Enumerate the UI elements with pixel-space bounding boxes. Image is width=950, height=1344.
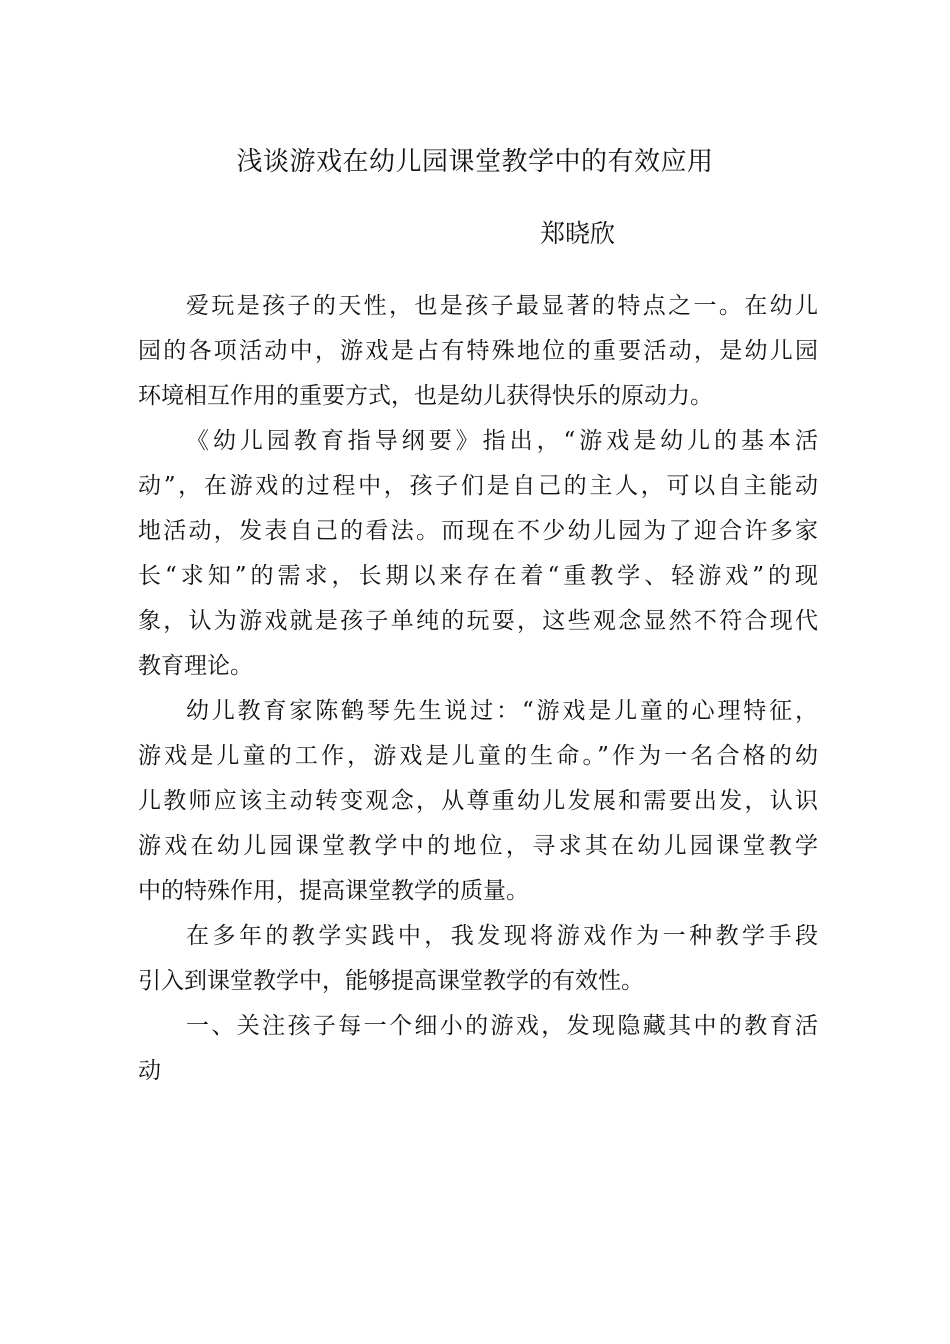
section-heading	[138, 1004, 818, 1094]
text-line: 引入到课堂教学中，能够提高课堂教学的有效性。	[138, 968, 644, 994]
text-line: 动”，在游戏的过程中，孩子们是自己的主人，可以自主能动	[138, 473, 818, 499]
text-line: 儿教师应该主动转变观念，从尊重幼儿发展和需要出发，认识	[138, 788, 818, 814]
text-line: 游戏是儿童的工作，游戏是儿童的生命。”作为一名合格的幼	[138, 743, 818, 769]
document-body	[138, 284, 818, 1094]
text-line: 中的特殊作用，提高课堂教学的质量。	[138, 878, 529, 904]
text-line: 环境相互作用的重要方式，也是幼儿获得快乐的原动力。	[138, 383, 713, 409]
text-line: 教育理论。	[138, 653, 253, 679]
text-line: 爱玩是孩子的天性，也是孩子最显著的特点之一。在幼儿	[186, 293, 818, 319]
document-author: 郑晓欣	[540, 219, 616, 248]
paragraph	[138, 419, 818, 689]
text-line: 长“求知”的需求，长期以来存在着“重教学、轻游戏”的现	[138, 563, 818, 589]
text-line: 一、关注孩子每一个细小的游戏，发现隐藏其中的教育活	[186, 1013, 818, 1039]
text-line: 在多年的教学实践中，我发现将游戏作为一种教学手段	[186, 923, 818, 949]
paragraph	[138, 689, 818, 914]
text-line: 动	[138, 1058, 161, 1084]
document-title: 浅谈游戏在幼儿园课堂教学中的有效应用	[236, 147, 714, 177]
text-line: 《幼儿园教育指导纲要》指出，“游戏是幼儿的基本活	[186, 428, 818, 454]
paragraph	[138, 914, 818, 1004]
text-line: 象，认为游戏就是孩子单纯的玩耍，这些观念显然不符合现代	[138, 608, 818, 634]
text-line: 幼儿教育家陈鹤琴先生说过：“游戏是儿童的心理特征，	[186, 698, 818, 724]
text-line: 游戏在幼儿园课堂教学中的地位，寻求其在幼儿园课堂教学	[138, 833, 818, 859]
paragraph	[138, 284, 818, 419]
text-line: 地活动，发表自己的看法。而现在不少幼儿园为了迎合许多家	[138, 518, 818, 544]
text-line: 园的各项活动中，游戏是占有特殊地位的重要活动，是幼儿园	[138, 338, 818, 364]
